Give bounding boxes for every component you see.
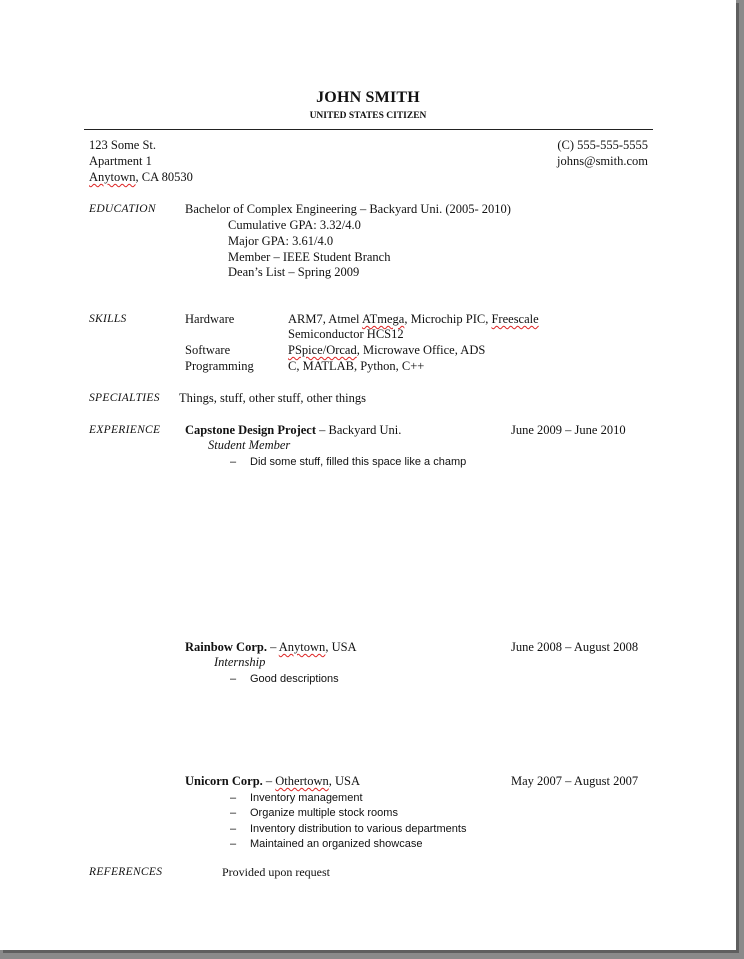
job-org: Unicorn Corp.	[185, 774, 263, 788]
specialties-value: Things, stuff, other stuff, other things	[179, 391, 367, 405]
skill-text: ARM7, Atmel	[288, 312, 362, 326]
city-name: Anytown	[89, 170, 136, 184]
job-dates: May 2007 – August 2007	[511, 774, 639, 788]
education-detail: Dean’s List – Spring 2009	[228, 265, 360, 279]
phone-number: (C) 555-555-5555	[557, 138, 648, 152]
address-apartment: Apartment 1	[89, 154, 152, 168]
job-bullet: Inventory distribution to various departments	[250, 823, 467, 835]
candidate-name: JOHN SMITH	[316, 89, 420, 106]
job-title-line	[185, 640, 357, 655]
bullet-dash: –	[230, 838, 237, 850]
state-zip: , CA 80530	[135, 170, 193, 184]
education-detail: Cumulative GPA: 3.32/4.0	[228, 218, 361, 232]
education-heading: EDUCATION	[89, 203, 156, 215]
job-dates: June 2009 – June 2010	[511, 423, 626, 437]
experience-heading: EXPERIENCE	[89, 424, 161, 436]
education-detail: Major GPA: 3.61/4.0	[228, 234, 334, 248]
job-bullet: Maintained an organized showcase	[250, 838, 423, 850]
skill-value-hardware	[288, 312, 539, 327]
skill-label-hardware: Hardware	[185, 312, 235, 326]
job-title-line	[185, 774, 360, 789]
job-bullet: Organize multiple stock rooms	[250, 807, 398, 819]
bullet-dash: –	[230, 673, 237, 685]
job-role: Student Member	[208, 438, 291, 452]
job-bullet: Inventory management	[250, 792, 363, 804]
skill-label-software: Software	[185, 343, 231, 357]
job-title-line	[185, 423, 401, 438]
skill-value-programming: C, MATLAB, Python, C++	[288, 359, 425, 373]
skill-text: , Microchip PIC,	[404, 312, 492, 326]
skill-value-hardware-cont: Semiconductor HCS12	[288, 327, 404, 341]
skills-heading: SKILLS	[89, 313, 127, 325]
bullet-dash: –	[230, 823, 237, 835]
references-value: Provided upon request	[222, 865, 330, 879]
bullet-dash: –	[230, 807, 237, 819]
job-org: Capstone Design Project	[185, 423, 316, 437]
job-location: , USA	[325, 640, 357, 654]
bullet-dash: –	[230, 456, 237, 468]
skill-value-software	[288, 343, 485, 358]
degree-line: Bachelor of Complex Engineering – Backyard Uni. (2005- 2010)	[185, 202, 511, 216]
job-dates: June 2008 – August 2008	[511, 640, 639, 654]
references-heading: REFERENCES	[89, 866, 163, 878]
job-role: Internship	[214, 655, 266, 669]
job-location: –	[262, 774, 276, 788]
job-location-city: Othertown	[275, 774, 329, 788]
header-divider	[84, 129, 653, 130]
job-bullet: Did some stuff, filled this space like a champ	[250, 456, 467, 468]
citizenship-line: UNITED STATES CITIZEN	[309, 111, 427, 121]
address-city-line	[89, 170, 193, 185]
specialties-heading: SPECIALTIES	[89, 392, 160, 404]
email-address: johns@smith.com	[556, 154, 648, 168]
job-location: , USA	[328, 774, 361, 788]
job-org: Rainbow Corp.	[185, 640, 267, 654]
skill-text: Freescale	[491, 312, 539, 326]
skill-text: , Microwave Office, ADS	[356, 343, 486, 357]
job-location: – Backyard Uni.	[316, 423, 402, 437]
job-bullet: Good descriptions	[250, 673, 339, 685]
education-detail: Member – IEEE Student Branch	[228, 250, 391, 264]
address-street: 123 Some St.	[89, 138, 157, 152]
job-location-city: Anytown	[278, 640, 326, 654]
skill-label-programming: Programming	[185, 359, 254, 373]
skill-text: ATmega	[361, 312, 405, 326]
skill-text: PSpice/Orcad	[288, 343, 357, 357]
job-location: –	[266, 640, 279, 654]
bullet-dash: –	[230, 792, 237, 804]
